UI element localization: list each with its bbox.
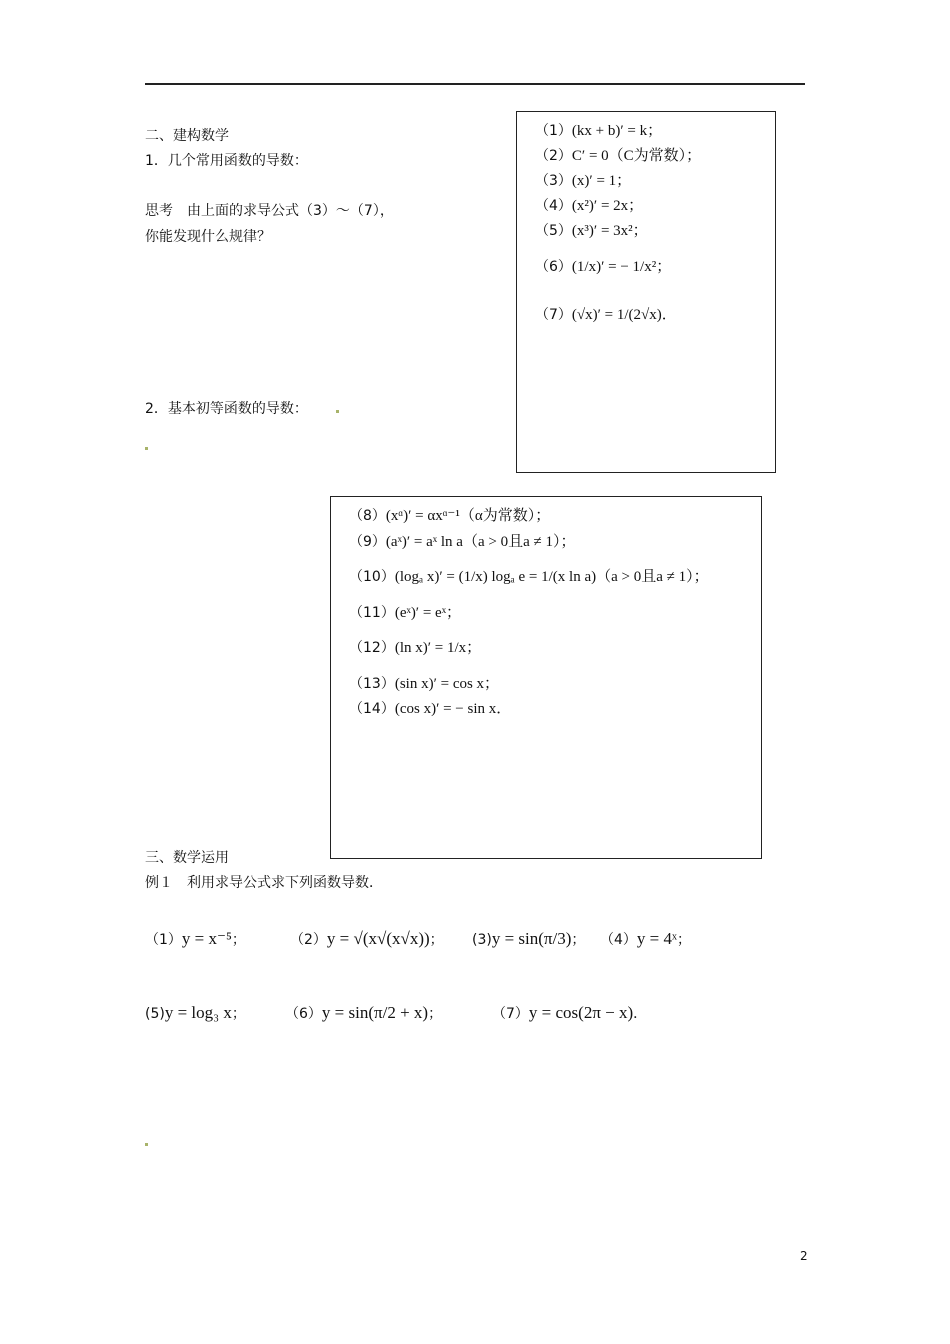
marker-dot bbox=[145, 447, 148, 450]
problem-4: （4）y = 4ˣ； bbox=[600, 929, 691, 948]
formula-14: （14）(cos x)′ = − sin x． bbox=[349, 701, 512, 717]
problem-1: （1）y = x⁻⁵； bbox=[145, 929, 246, 948]
problem-7: （7）y = cos(2π − x)． bbox=[492, 1003, 648, 1022]
page-number: 2 bbox=[800, 1249, 808, 1263]
item-2-heading: 2．基本初等函数的导数： bbox=[145, 401, 308, 417]
think-line-2: 你能发现什么规律？ bbox=[145, 229, 271, 245]
formula-13: （13）(sin x)′ = cos x； bbox=[349, 676, 500, 692]
think-line-1: 思考 由上面的求导公式（3）～（7）， bbox=[145, 203, 394, 219]
formula-11: （11）(eˣ)′ = eˣ； bbox=[349, 605, 462, 621]
formula-4: （4）(x²)′ = 2x； bbox=[535, 198, 644, 214]
formula-6: （6）(1/x)′ = − 1/x²； bbox=[535, 259, 672, 275]
formula-7: （7）(√x)′ = 1/(2√x)． bbox=[535, 307, 677, 323]
formula-12: （12）(ln x)′ = 1/x； bbox=[349, 640, 482, 656]
formula-9: （9）(aˣ)′ = aˣ ln a（a > 0且a ≠ 1）； bbox=[349, 534, 576, 550]
item-1-heading: 1．几个常用函数的导数： bbox=[145, 153, 308, 169]
problem-3: (3)y = sin(π/3)； bbox=[472, 929, 586, 948]
example-1-heading: 例１ 利用求导公式求下列函数导数． bbox=[145, 875, 383, 891]
marker-dot bbox=[145, 1143, 148, 1146]
section-3-title: 三、数学运用 bbox=[145, 850, 229, 866]
formula-box-1 bbox=[516, 111, 776, 473]
formula-3: （3）(x)′ = 1； bbox=[535, 173, 632, 189]
problem-6: （6）y = sin(π/2 + x)； bbox=[285, 1003, 443, 1022]
header-rule bbox=[145, 83, 805, 85]
section-2-title: 二、建构数学 bbox=[145, 128, 229, 144]
formula-5: （5）(x³)′ = 3x²； bbox=[535, 223, 648, 239]
formula-1: （1）(kx + b)′ = k； bbox=[535, 123, 663, 139]
formula-8: （8）(xᵅ)′ = αxᵅ⁻¹（α为常数）； bbox=[349, 508, 551, 524]
formula-2: （2）C′ = 0（C为常数）； bbox=[535, 148, 702, 164]
formula-box-2 bbox=[330, 496, 762, 859]
problem-5: (5)y = log₃ x； bbox=[145, 1003, 246, 1022]
marker-dot bbox=[336, 410, 339, 413]
problem-2: （2）y = √(x√(x√x))； bbox=[290, 929, 444, 948]
formula-10: （10）(logₐ x)′ = (1/x) logₐ e = 1/(x ln a)（a > 0且a ≠ 1）； bbox=[349, 569, 709, 585]
